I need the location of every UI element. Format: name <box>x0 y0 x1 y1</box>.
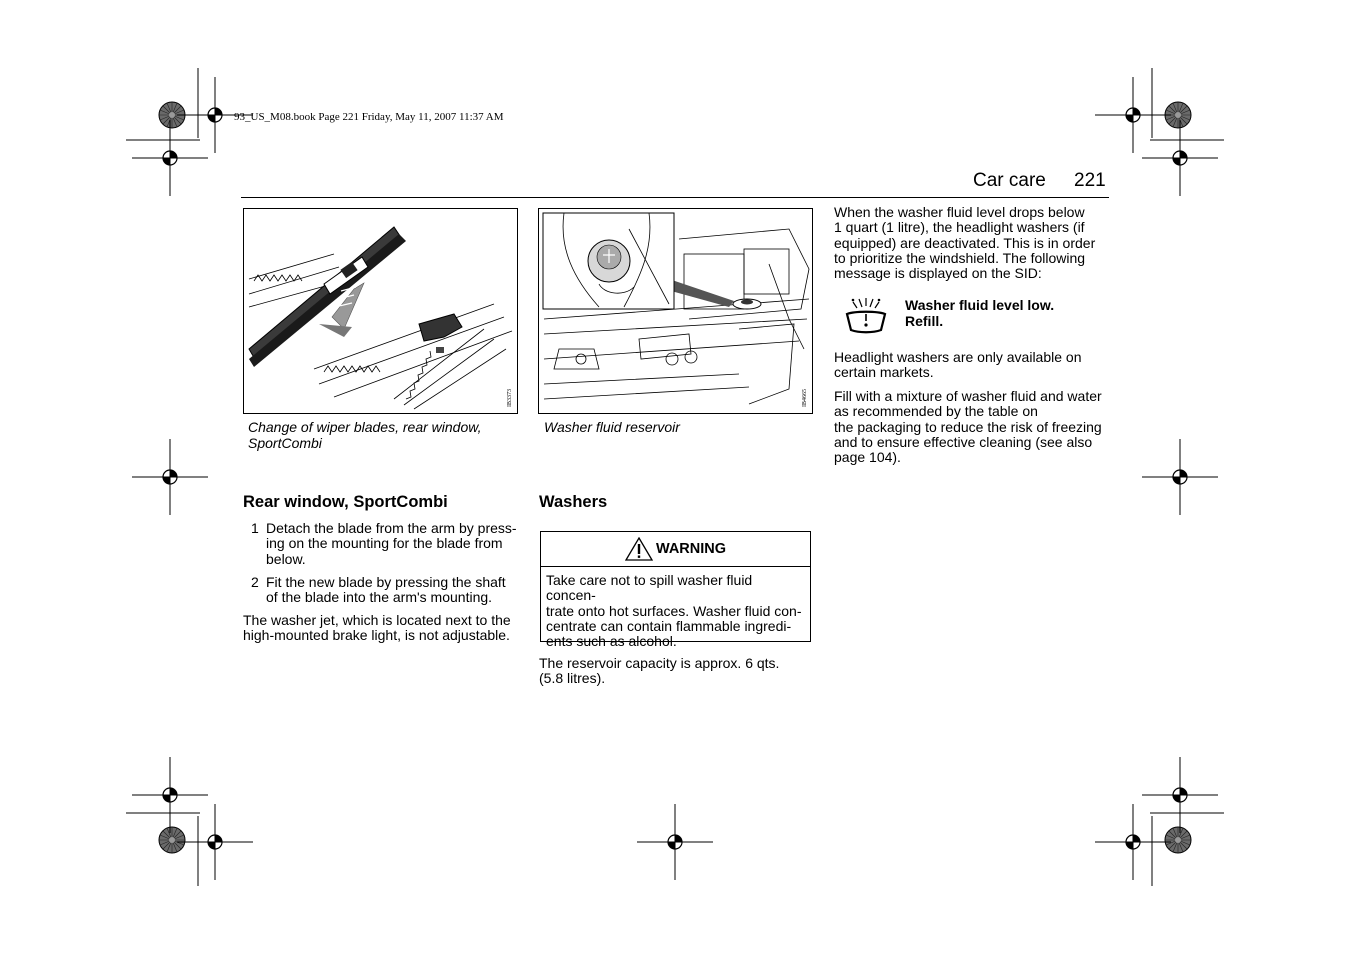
paragraph: The reservoir capacity is approx. 6 qts. (5.8 litres). <box>539 655 780 687</box>
list-item: 1 Detach the blade from the arm by press- ing on the mounting for the blade from below. <box>251 520 517 567</box>
warning-label: WARNING <box>655 541 727 557</box>
paragraph: When the washer fluid level drops below 1 quart (1 litre), the headlight washers (if equipped) are deactivated. This is in order to prioritize the windshield. The following message is displayed on the SID: <box>834 204 1096 282</box>
paragraph: Fill with a mixture of washer fluid and water as recommended by the table on the packaging to reduce the risk of freezing and to ensure effective cleaning (see also page 104). <box>834 388 1102 466</box>
sid-message: Washer fluid level low. Refill. <box>905 297 1055 329</box>
warning-triangle-icon <box>625 537 653 561</box>
figure-id: IB3373 <box>507 389 513 407</box>
warning-text: Take care not to spill washer fluid concen- trate onto hot surfaces. Washer fluid con- centrate can contain flammable ingredi- ents such as alcohol. <box>546 572 802 650</box>
washer-fluid-icon <box>843 294 889 334</box>
paragraph: The washer jet, which is located next to the high-mounted brake light, is not adjustable. <box>243 612 511 644</box>
warning-header <box>541 532 810 567</box>
book-info: 93_US_M08.book Page 221 Friday, May 11, 2007 11:37 AM <box>234 111 504 123</box>
wiper-blade-illustration <box>244 209 517 413</box>
page-number: 221 <box>1074 170 1106 191</box>
figure-caption: Change of wiper blades, rear window, SportCombi <box>248 419 482 451</box>
washer-reservoir-figure <box>538 208 813 414</box>
step-number: 1 <box>251 520 259 536</box>
list-item: 2 Fit the new blade by pressing the shaft of the blade into the arm's mounting. <box>251 574 506 606</box>
warning-box <box>540 531 811 650</box>
figure-caption: Washer fluid reservoir <box>544 419 680 435</box>
engine-bay-illustration <box>539 209 812 413</box>
section-heading: Washers <box>539 493 608 511</box>
section-title: Car care <box>973 170 1046 191</box>
figure-id: IB4665 <box>802 389 808 407</box>
section-heading: Rear window, SportCombi <box>243 493 448 511</box>
header-rule <box>241 197 1109 198</box>
paragraph: Headlight washers are only available on certain markets. <box>834 349 1082 381</box>
wiper-blade-figure <box>243 208 518 414</box>
step-number: 2 <box>251 574 259 590</box>
